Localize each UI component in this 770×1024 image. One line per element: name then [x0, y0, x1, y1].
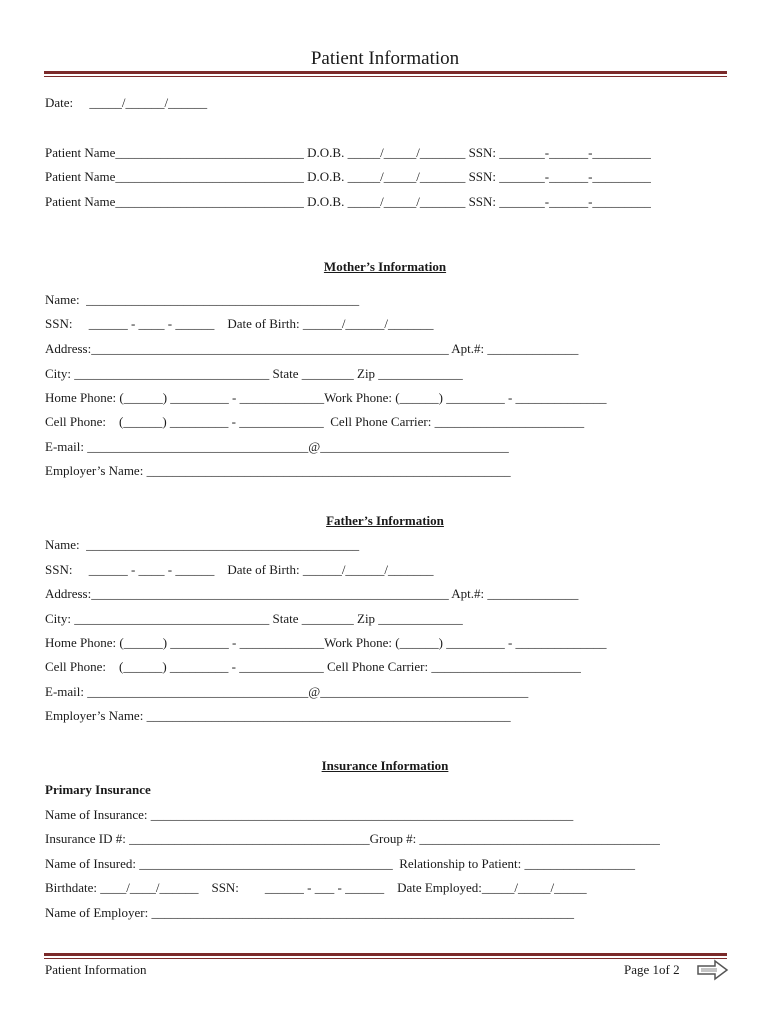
- father-email-field[interactable]: E-mail: __________________________________@________________________________: [45, 684, 529, 699]
- mother-section-heading: Mother’s Information: [323, 259, 447, 274]
- mother-address-field[interactable]: Address:_______________________________________________________ Apt.#: ______________: [45, 341, 579, 356]
- patient-row-3[interactable]: Patient Name_____________________________ D.O.B. _____/_____/_______ SSN: _______-______-_________: [45, 194, 651, 209]
- mother-ssn-dob-field[interactable]: SSN: ______ - ____ - ______ Date of Birth: ______/______/_______: [45, 316, 434, 331]
- mother-city-field[interactable]: City: ______________________________ State ________ Zip _____________: [45, 366, 463, 381]
- insurance-id-group-field[interactable]: Insurance ID #: _____________________________________Group #: _____________________________________: [45, 831, 660, 846]
- footer-rule-thin: [44, 958, 727, 959]
- employer-name-field[interactable]: Name of Employer: _________________________________________________________________: [45, 905, 574, 920]
- father-city-field[interactable]: City: ______________________________ State ________ Zip _____________: [45, 611, 463, 626]
- insurance-section-heading: Insurance Information: [321, 758, 449, 773]
- father-ssn-dob-field[interactable]: SSN: ______ - ____ - ______ Date of Birth: ______/______/_______: [45, 562, 434, 577]
- page-title: Patient Information: [310, 48, 460, 69]
- insurance-name-field[interactable]: Name of Insurance: _________________________________________________________________: [45, 807, 574, 822]
- next-page-arrow-icon[interactable]: [697, 959, 729, 981]
- father-address-field[interactable]: Address:_______________________________________________________ Apt.#: ______________: [45, 586, 579, 601]
- father-employer-field[interactable]: Employer’s Name: ________________________________________________________: [45, 708, 511, 723]
- mother-phone-field[interactable]: Home Phone: (______) _________ - _____________Work Phone: (______) _________ - ______________: [45, 390, 607, 405]
- patient-row-2[interactable]: Patient Name_____________________________ D.O.B. _____/_____/_______ SSN: _______-______-_________: [45, 169, 651, 184]
- patient-row-1[interactable]: Patient Name_____________________________ D.O.B. _____/_____/_______ SSN: _______-______-_________: [45, 145, 651, 160]
- header-rule: [44, 71, 727, 74]
- page-number: Page 1of 2: [624, 962, 680, 977]
- father-phone-field[interactable]: Home Phone: (______) _________ - _____________Work Phone: (______) _________ - ______________: [45, 635, 607, 650]
- header-rule-thin: [44, 76, 727, 77]
- father-section-heading: Father’s Information: [326, 513, 444, 528]
- father-cell-field[interactable]: Cell Phone: (______) _________ - _____________ Cell Phone Carrier: _______________________: [45, 659, 581, 674]
- primary-insurance-label: Primary Insurance: [45, 782, 151, 797]
- father-name-field[interactable]: Name: __________________________________________: [45, 537, 360, 552]
- mother-email-field[interactable]: E-mail: __________________________________@_____________________________: [45, 439, 509, 454]
- footer-title: Patient Information: [45, 962, 147, 977]
- insured-birthdate-ssn-field[interactable]: Birthdate: ____/____/______ SSN: ______ - ___ - ______ Date Employed:_____/_____/_____: [45, 880, 587, 895]
- insured-name-relationship-field[interactable]: Name of Insured: _______________________________________ Relationship to Patient: _________________: [45, 856, 636, 871]
- mother-employer-field[interactable]: Employer’s Name: ________________________________________________________: [45, 463, 511, 478]
- mother-name-field[interactable]: Name: __________________________________________: [45, 292, 360, 307]
- footer-rule: [44, 953, 727, 956]
- date-field[interactable]: Date: _____/______/______: [45, 95, 208, 110]
- mother-cell-field[interactable]: Cell Phone: (______) _________ - _____________ Cell Phone Carrier: _______________________: [45, 414, 585, 429]
